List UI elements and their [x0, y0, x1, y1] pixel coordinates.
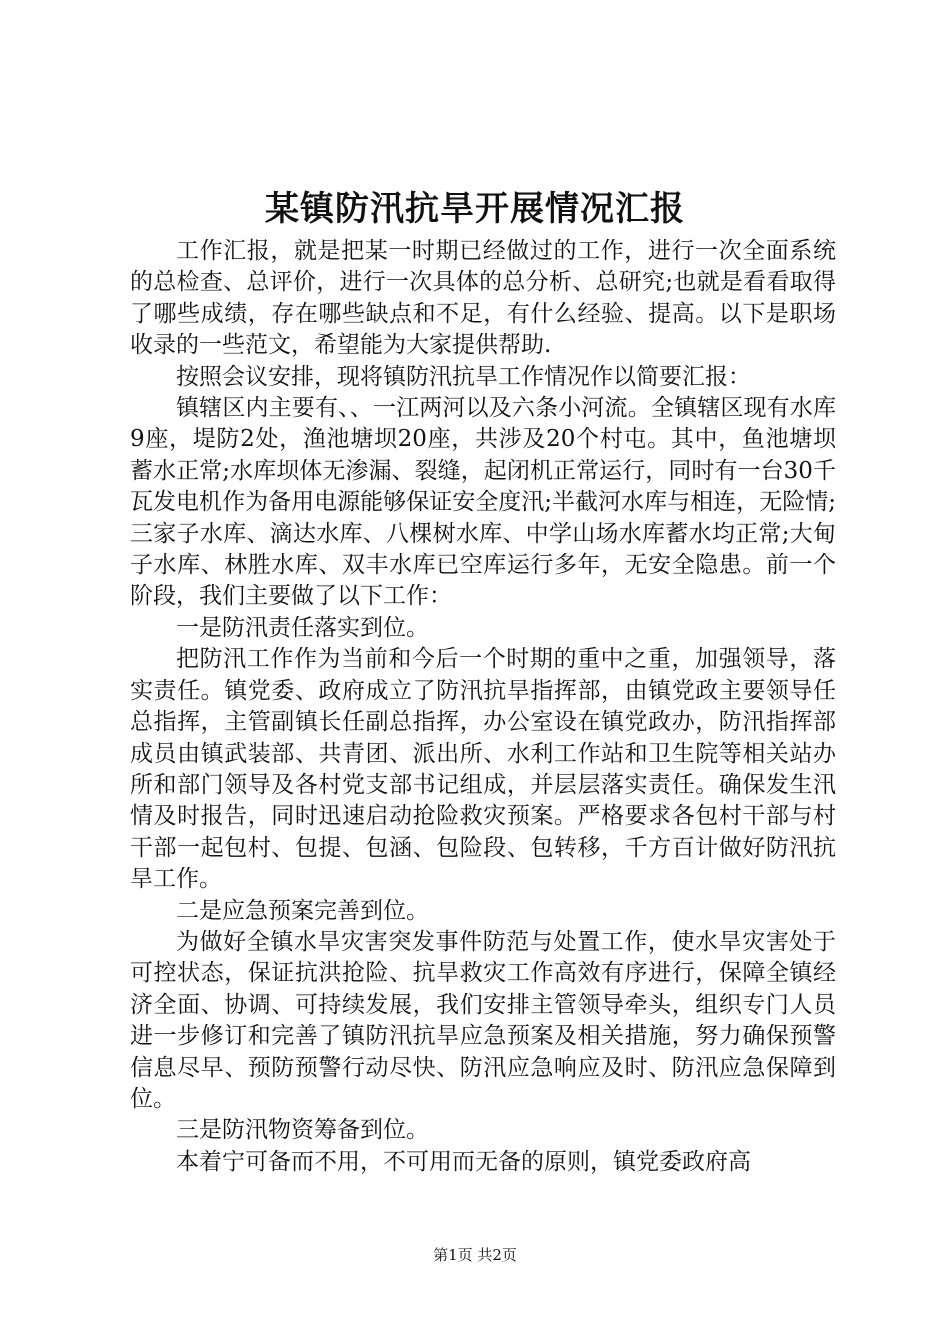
paragraph-arrangement: 按照会议安排，现将镇防汛抗旱工作情况作以简要汇报： — [176, 363, 751, 390]
paragraph-heading-3: 三是防汛物资筹备到位。 — [176, 1117, 429, 1144]
page-number-footer: 第1页 共2页 — [433, 1246, 517, 1264]
paragraph-overview: 镇辖区内主要有、、一江两河以及六条小河流。全镇辖区现有水库9座，堤防2处，渔池塘坝20座，共涉及20个村屯。其中，鱼池塘坝蓄水正常;水库坝体无渗漏、裂缝，起闭机正常运行，同时有一台30千瓦发电机作为备用电源能够保证安全度汛;半截河水库与相连，无险情;三家子水库、滴达水库、八棵树水库、中学山场水库蓄水均正常;大甸子水库、林胜水库、双丰水库已空库运行多年，无安全隐患。前一个阶段，我们主要做了以下工作： — [130, 395, 836, 610]
paragraph-emergency-plan: 为做好全镇水旱灾害突发事件防范与处置工作，使水旱灾害处于可控状态，保证抗洪抢险、抗旱救灾工作高效有序进行，保障全镇经济全面、协调、可持续发展，我们安排主管领导牵头，组织专门人员进一步修订和完善了镇防汛抗旱应急预案及相关措施，努力确保预警信息尽早、预防预警行动尽快、防汛应急响应及时、防汛应急保障到位。 — [130, 928, 836, 1112]
paragraph-responsibility: 把防汛工作作为当前和今后一个时期的重中之重，加强领导，落实责任。镇党委、政府成立了防汛抗旱指挥部，由镇党政主要领导任总指挥，主管副镇长任副总指挥，办公室设在镇党政办，防汛指挥部成员由镇武装部、共青团、派出所、水利工作站和卫生院等相关站办所和部门领导及各村党支部书记组成，并层层落实责任。确保发生汛情及时报告，同时迅速启动抢险救灾预案。严格要求各包村干部与村干部一起包村、包提、包涵、包险段、包转移，千方百计做好防汛抗旱工作。 — [130, 646, 836, 893]
document-body — [130, 236, 836, 1178]
paragraph-intro: 工作汇报，就是把某一时期已经做过的工作，进行一次全面系统的总检查、总评价，进行一次具体的总分析、总研究;也就是看看取得了哪些成绩，存在哪些缺点和不足，有什么经验、提高。以下是职场收录的一些范文，希望能为大家提供帮助. — [130, 238, 836, 359]
paragraph-heading-1: 一是防汛责任落实到位。 — [176, 614, 429, 641]
document-title: 某镇防汛抗旱开展情况汇报 — [265, 189, 685, 229]
paragraph-heading-2: 二是应急预案完善到位。 — [176, 897, 429, 924]
paragraph-materials: 本着宁可备而不用，不可用而无备的原则，镇党委政府高 — [176, 1148, 751, 1175]
